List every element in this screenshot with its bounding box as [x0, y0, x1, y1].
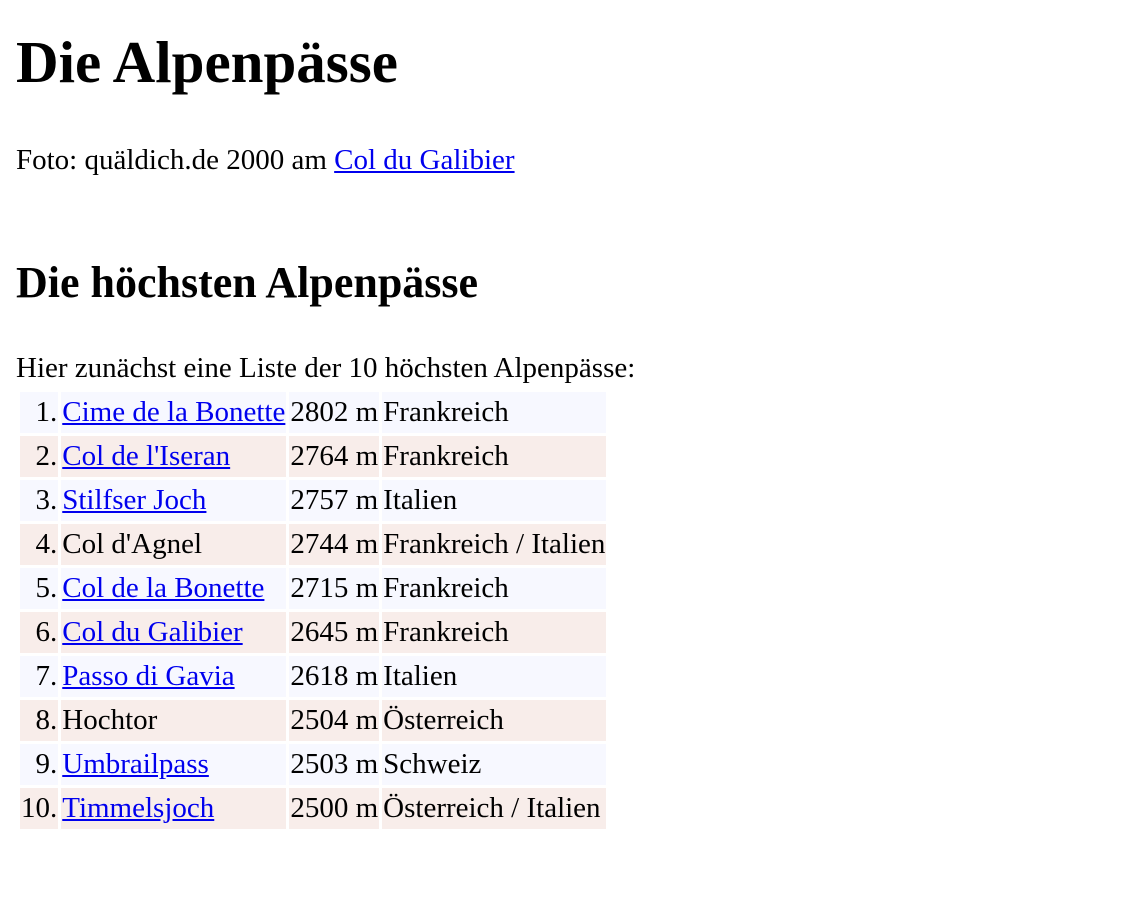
pass-name-link[interactable]: Col de la Bonette — [62, 572, 265, 604]
rank-cell: 4. — [20, 524, 58, 565]
table-row — [20, 392, 606, 433]
height-cell: 2744 m — [289, 524, 379, 565]
pass-name-cell — [61, 392, 286, 433]
pass-name-link[interactable]: Stilfser Joch — [62, 484, 207, 516]
pass-name-cell — [61, 568, 286, 609]
height-cell: 2802 m — [289, 392, 379, 433]
country-cell: Frankreich — [382, 436, 606, 477]
pass-name-link[interactable]: Cime de la Bonette — [62, 396, 286, 428]
pass-name-cell — [61, 524, 286, 565]
height-cell: 2757 m — [289, 480, 379, 521]
photo-credit — [16, 141, 515, 179]
table-row — [20, 436, 606, 477]
rank-cell: 8. — [20, 700, 58, 741]
height-cell: 2764 m — [289, 436, 379, 477]
height-cell: 2500 m — [289, 788, 379, 829]
pass-name-text: Hochtor — [62, 704, 158, 736]
rank-cell: 9. — [20, 744, 58, 785]
country-cell: Italien — [382, 480, 606, 521]
height-cell: 2618 m — [289, 656, 379, 697]
photo-credit-text: Foto: quäldich.de 2000 am — [16, 144, 335, 176]
rank-cell: 10. — [20, 788, 58, 829]
pass-name-link[interactable]: Col de l'Iseran — [62, 440, 231, 472]
table-row — [20, 656, 606, 697]
pass-name-cell — [61, 700, 286, 741]
height-cell: 2504 m — [289, 700, 379, 741]
pass-name-cell — [61, 788, 286, 829]
pass-name-cell — [61, 656, 286, 697]
rank-cell: 5. — [20, 568, 58, 609]
rank-cell: 7. — [20, 656, 58, 697]
pass-name-cell — [61, 612, 286, 653]
country-cell: Österreich / Italien — [382, 788, 606, 829]
table-row — [20, 700, 606, 741]
intro-text: Hier zunächst eine Liste der 10 höchsten Alpenpässe: — [16, 352, 636, 384]
pass-name-link[interactable]: Umbrailpass — [62, 748, 209, 780]
table-row — [20, 612, 606, 653]
rank-cell: 1. — [20, 392, 58, 433]
pass-name-link[interactable]: Passo di Gavia — [62, 660, 235, 692]
table-row — [20, 568, 606, 609]
rank-cell: 3. — [20, 480, 58, 521]
country-cell: Frankreich / Italien — [382, 524, 606, 565]
pass-name-text: Col d'Agnel — [62, 528, 202, 560]
page-title: Die Alpenpässe — [16, 29, 398, 95]
table-row — [20, 480, 606, 521]
passes-table — [17, 389, 609, 832]
country-cell: Frankreich — [382, 392, 606, 433]
country-cell: Schweiz — [382, 744, 606, 785]
table-row — [20, 524, 606, 565]
height-cell: 2645 m — [289, 612, 379, 653]
height-cell: 2503 m — [289, 744, 379, 785]
country-cell: Frankreich — [382, 568, 606, 609]
pass-name-cell — [61, 744, 286, 785]
table-row — [20, 788, 606, 829]
country-cell: Italien — [382, 656, 606, 697]
pass-name-cell — [61, 436, 286, 477]
country-cell: Frankreich — [382, 612, 606, 653]
pass-name-link[interactable]: Col du Galibier — [62, 616, 243, 648]
photo-location-link[interactable]: Col du Galibier — [334, 144, 515, 176]
rank-cell: 2. — [20, 436, 58, 477]
table-row — [20, 744, 606, 785]
country-cell: Österreich — [382, 700, 606, 741]
rank-cell: 6. — [20, 612, 58, 653]
section-title: Die höchsten Alpenpässe — [16, 258, 479, 307]
height-cell: 2715 m — [289, 568, 379, 609]
pass-name-link[interactable]: Timmelsjoch — [62, 792, 215, 824]
pass-name-cell — [61, 480, 286, 521]
